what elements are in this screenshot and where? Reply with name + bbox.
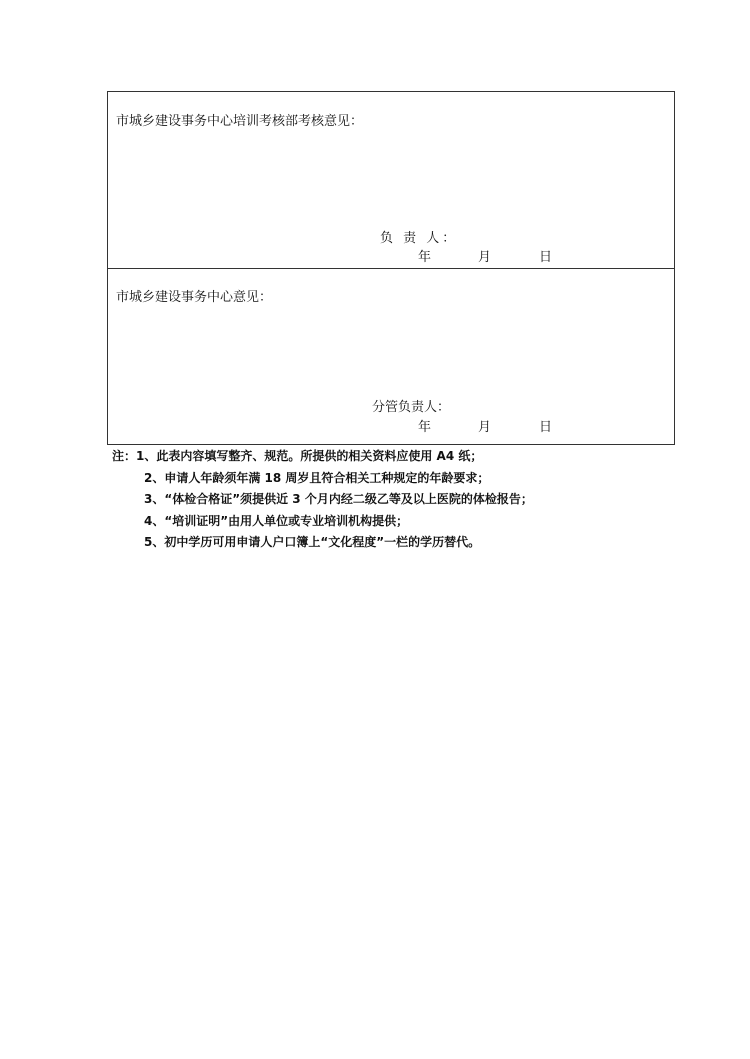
note-line-2: 2、申请人年龄须年满 18 周岁且符合相关工种规定的年龄要求；	[144, 470, 490, 485]
signer-label: 分管负责人：	[372, 400, 451, 415]
note-line-4: 4、“培训证明”由用人单位或专业培训机构提供；	[144, 513, 409, 528]
signer-label: 负 责 人：	[380, 231, 459, 246]
date-day-label: 日	[539, 250, 553, 265]
note-line-5: 5、初中学历可用申请人户口簿上“文化程度”一栏的学历替代。	[144, 535, 481, 549]
date-month-label: 月	[478, 250, 492, 265]
section-title: 市城乡建设事务中心意见：	[116, 290, 273, 305]
date-year-label: 年	[418, 250, 432, 265]
center-opinion-section	[108, 268, 674, 445]
note-line-3: 3、“体检合格证”须提供近 3 个月内经二级乙等及以上医院的体检报告；	[144, 492, 533, 506]
date-day-label: 日	[539, 420, 553, 435]
date-month-label: 月	[478, 420, 492, 435]
approval-form-table	[107, 91, 675, 445]
note-line-1: 注：1、此表内容填写整齐、规范。所提供的相关资料应使用 A4 纸；	[112, 449, 483, 463]
section-title: 市城乡建设事务中心培训考核部考核意见：	[116, 114, 364, 129]
date-year-label: 年	[418, 420, 432, 435]
notes-block	[112, 446, 672, 554]
training-assessment-opinion-section	[108, 92, 674, 268]
